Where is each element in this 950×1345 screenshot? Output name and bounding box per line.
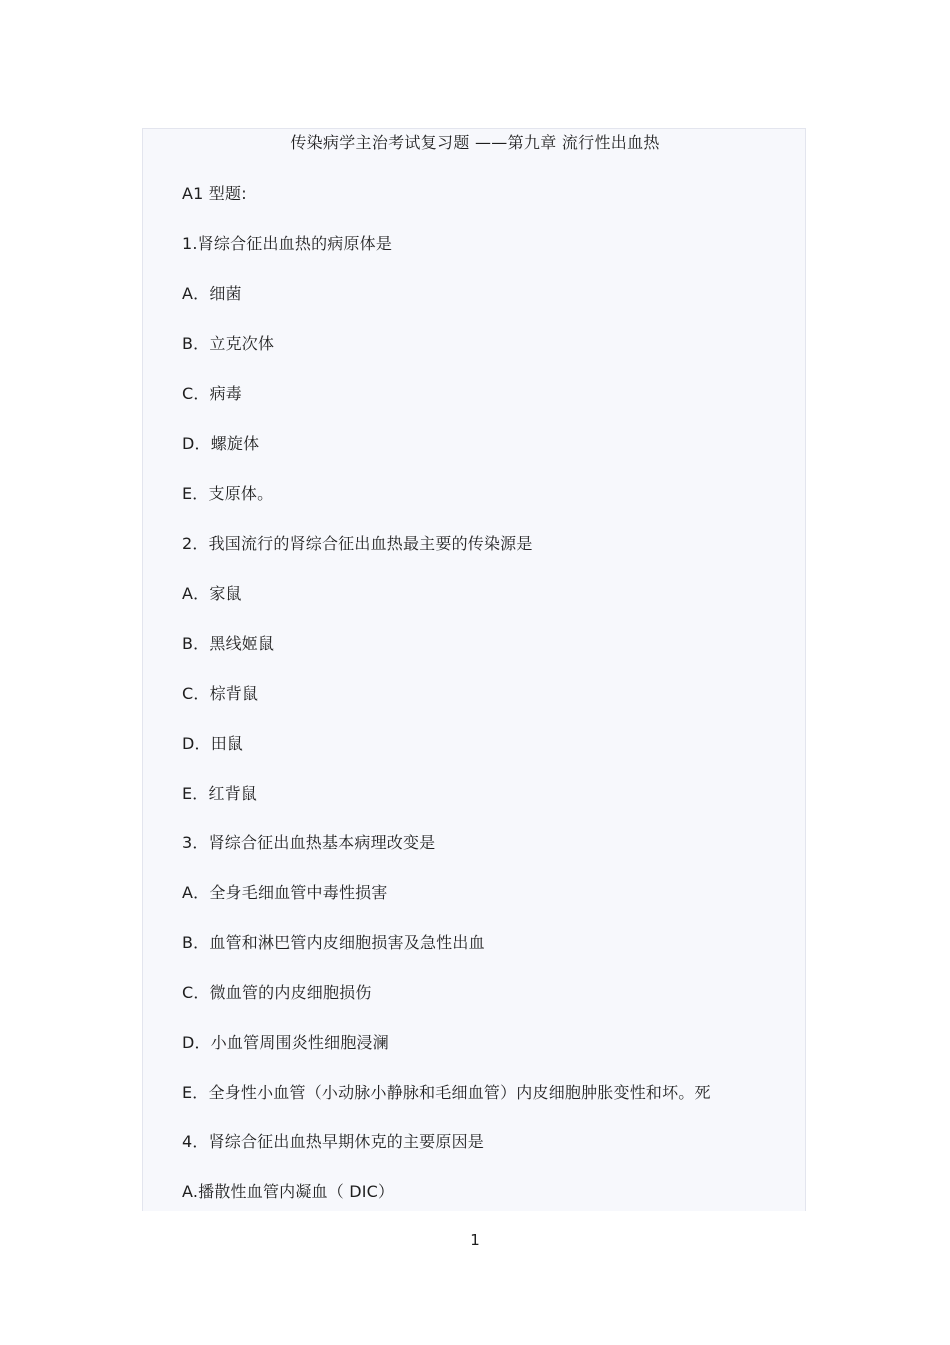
question-2-option-b: B．黑线姬鼠 (182, 634, 275, 653)
question-1-text: 1.肾综合征出血热的病原体是 (182, 234, 393, 253)
question-1-option-e: E．支原体。 (182, 484, 274, 503)
question-1-option-c: C．病毒 (182, 384, 242, 403)
question-1-option-b: B．立克次体 (182, 334, 275, 353)
question-3-option-b: B．血管和淋巴管内皮细胞损害及急性出血 (182, 933, 485, 952)
question-4-option-a: A.播散性血管内凝血（ DIC） (182, 1182, 395, 1201)
question-2-option-c: C．棕背鼠 (182, 684, 259, 703)
question-1-option-d: D．螺旋体 (182, 434, 260, 453)
question-4-text: 4．肾综合征出血热早期休克的主要原因是 (182, 1132, 484, 1151)
question-2-text: 2．我国流行的肾综合征出血热最主要的传染源是 (182, 534, 533, 553)
question-3-option-d: D．小血管周围炎性细胞浸澜 (182, 1033, 389, 1052)
question-3-option-c: C．微血管的内皮细胞损伤 (182, 983, 372, 1002)
question-2-option-d: D．田鼠 (182, 734, 244, 753)
question-1-option-a: A．细菌 (182, 284, 242, 303)
question-2-option-e: E．红背鼠 (182, 784, 258, 803)
page-number: 1 (470, 1231, 480, 1249)
section-heading: A1 型题: (182, 184, 247, 203)
question-3-option-e: E．全身性小血管（小动脉小静脉和毛细血管）内皮细胞肿胀变性和坏。死 (182, 1083, 711, 1102)
document-title: 传染病学主治考试复习题 ——第九章 流行性出血热 (290, 133, 660, 152)
question-3-text: 3．肾综合征出血热基本病理改变是 (182, 833, 436, 852)
question-3-option-a: A．全身毛细血管中毒性损害 (182, 883, 388, 902)
question-2-option-a: A．家鼠 (182, 584, 242, 603)
